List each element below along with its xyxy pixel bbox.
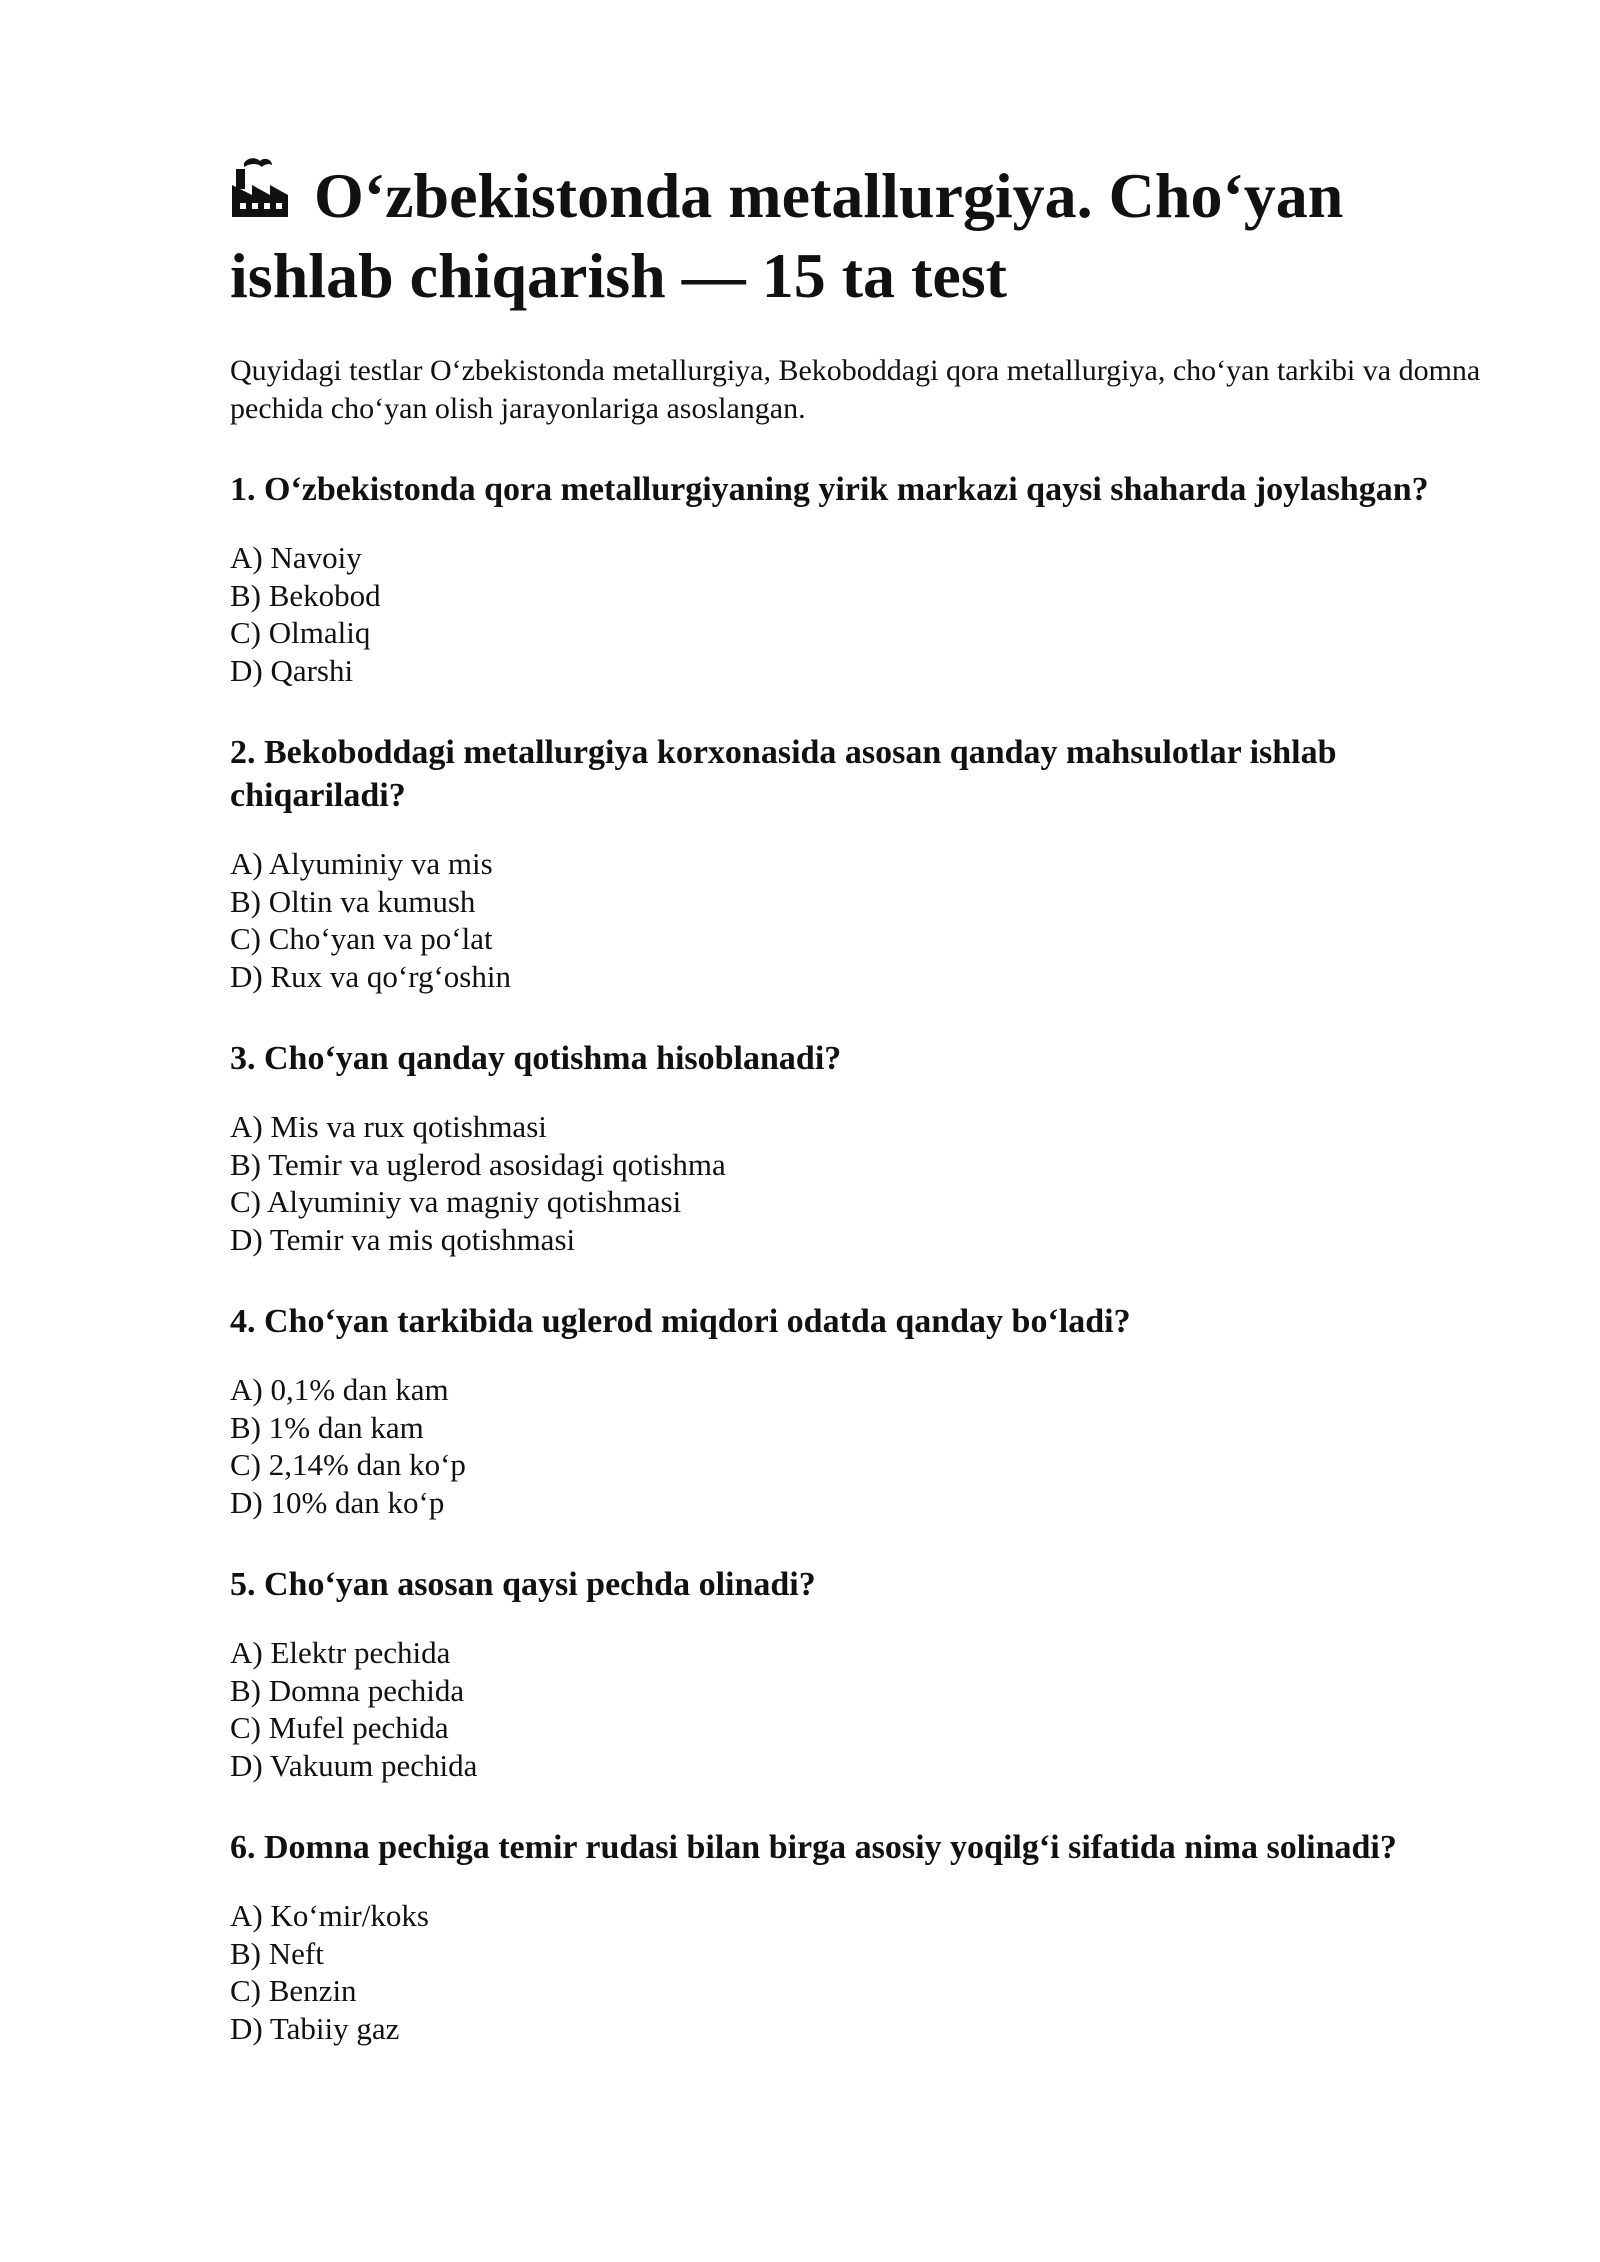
answer-option: C) Olmaliq	[230, 615, 371, 650]
answer-option: B) Bekobod	[230, 577, 381, 613]
answer-option: C) Alyuminiy va magniy qotishmasi	[230, 1184, 682, 1219]
page-title-text: Oʻzbekistonda metallurgiya. Choʻyan ishlab chiqarish — 15 ta test	[230, 160, 1344, 311]
answer-option: A) 0,1% dan kam	[230, 1372, 449, 1407]
question-title: 4. Choʻyan tarkibida uglerod miqdori odatda qanday boʻladi?	[230, 1303, 1131, 1340]
answer-option: D) Vakuum pechida	[230, 1747, 478, 1783]
answer-option: B) Neft	[230, 1935, 324, 1971]
question-5	[230, 1563, 1490, 1784]
factory-icon	[230, 155, 296, 219]
question-2	[230, 731, 1490, 995]
question-title: 1. Oʻzbekistonda qora metallurgiyaning yirik markazi qaysi shaharda joylashgan?	[230, 471, 1429, 508]
question-title: 6. Domna pechiga temir rudasi bilan birga asosiy yoqilgʻi sifatida nima solinadi?	[230, 1829, 1397, 1866]
question-3	[230, 1037, 1490, 1258]
answer-option: D) Tabiiy gaz	[230, 2010, 400, 2046]
question-title: 2. Bekoboddagi metallurgiya korxonasida asosan qanday mahsulotlar ishlab chiqariladi?	[230, 734, 1337, 814]
question-4	[230, 1300, 1490, 1521]
answer-option: B) Oltin va kumush	[230, 883, 476, 919]
question-title: 5. Choʻyan asosan qaysi pechda olinadi?	[230, 1566, 816, 1603]
answer-options	[230, 1634, 1490, 1784]
answer-option: C) Benzin	[230, 1973, 357, 2008]
answer-options	[230, 1108, 1490, 1258]
answer-option: B) Domna pechida	[230, 1672, 465, 1708]
intro-paragraph: Quyidagi testlar Oʻzbekistonda metallurgiya, Bekoboddagi qora metallurgiya, choʻyan tarkibi va domna pechida choʻyan olish jarayonlariga asoslangan.	[230, 354, 1481, 425]
answer-option: B) Temir va uglerod asosidagi qotishma	[230, 1146, 726, 1182]
answer-options	[230, 1897, 1490, 2047]
answer-option: C) Choʻyan va poʻlat	[230, 921, 493, 956]
answer-option: A) Koʻmir/koks	[230, 1898, 429, 1933]
question-1	[230, 468, 1490, 689]
answer-option: A) Mis va rux qotishmasi	[230, 1109, 547, 1144]
answer-options	[230, 539, 1490, 689]
answer-option: C) 2,14% dan koʻp	[230, 1447, 466, 1482]
answer-option: B) 1% dan kam	[230, 1409, 424, 1445]
answer-option: A) Elektr pechida	[230, 1635, 451, 1670]
document-page	[230, 155, 1490, 2089]
answer-option: A) Alyuminiy va mis	[230, 846, 493, 881]
answer-option: D) Temir va mis qotishmasi	[230, 1221, 576, 1257]
question-6	[230, 1826, 1490, 2047]
answer-option: A) Navoiy	[230, 540, 362, 575]
answer-options	[230, 845, 1490, 995]
answer-option: C) Mufel pechida	[230, 1710, 449, 1745]
answer-option: D) Qarshi	[230, 652, 354, 688]
answer-option: D) Rux va qoʻrgʻoshin	[230, 958, 511, 994]
answer-options	[230, 1371, 1490, 1521]
question-title: 3. Choʻyan qanday qotishma hisoblanadi?	[230, 1040, 842, 1077]
page-title	[230, 155, 1490, 316]
answer-option: D) 10% dan koʻp	[230, 1484, 445, 1520]
